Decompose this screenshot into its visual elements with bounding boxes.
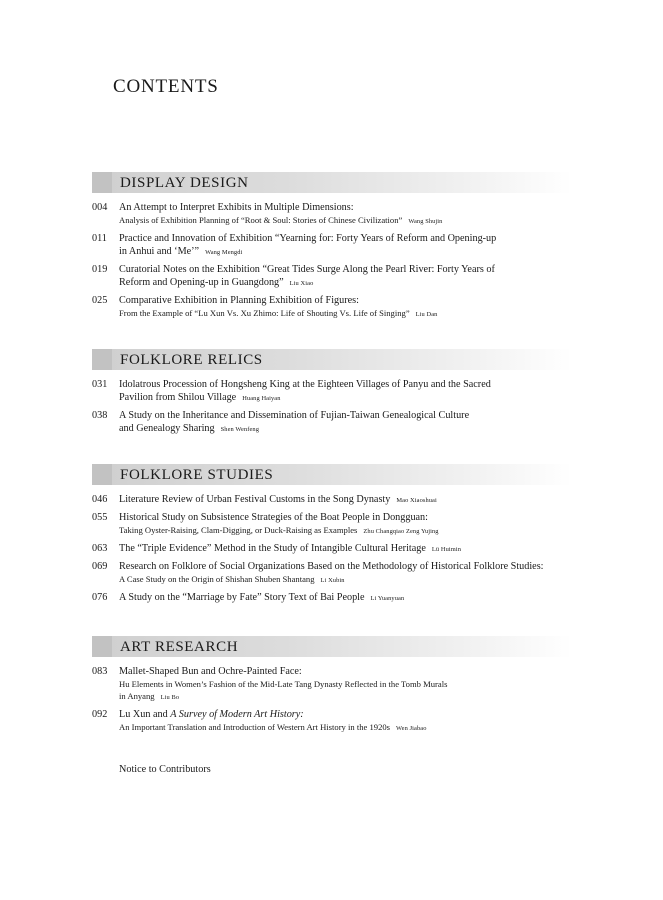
page-number: 038 bbox=[92, 410, 108, 421]
toc-entry[interactable] bbox=[92, 591, 572, 605]
toc-entry[interactable] bbox=[92, 232, 572, 259]
section bbox=[92, 464, 572, 609]
title-part: Lu Xun and bbox=[119, 709, 171, 720]
author-name: Liu Dan bbox=[415, 311, 438, 318]
entry-title-line bbox=[119, 245, 572, 259]
entry-subtitle-line bbox=[119, 524, 572, 538]
subtitle-text: From the Example of “Lu Xun Vs. Xu Zhimo: Life of Shouting Vs. Life of Singing” bbox=[119, 308, 410, 318]
title-text: Practice and Innovation of Exhibition “Yearning for: Forty Years of Reform and Opening-up bbox=[119, 233, 497, 244]
entry-title-line bbox=[119, 276, 572, 290]
entry-list bbox=[92, 665, 572, 735]
toc-entry[interactable] bbox=[92, 665, 572, 704]
entry-title-line bbox=[119, 391, 572, 405]
page-number: 083 bbox=[92, 666, 108, 677]
toc-entry[interactable] bbox=[92, 511, 572, 538]
title-text: Idolatrous Procession of Hongsheng King at the Eighteen Villages of Panyu and the Sacred bbox=[119, 379, 491, 390]
subtitle-text: Hu Elements in Women’s Fashion of the Mid-Late Tang Dynasty Reflected in the Tomb Murals bbox=[119, 679, 448, 689]
entry-title-line bbox=[119, 422, 572, 436]
entry-title-line bbox=[119, 232, 572, 245]
author-name: Shen Wenfeng bbox=[220, 426, 259, 433]
author-name: Wang Shujin bbox=[408, 218, 443, 225]
title-text: Research on Folklore of Social Organizations Based on the Methodology of Historical Folklore Studies: bbox=[119, 561, 544, 572]
subtitle-text: Analysis of Exhibition Planning of “Root & Soul: Stories of Chinese Civilization” bbox=[119, 215, 403, 225]
page-number: 046 bbox=[92, 494, 108, 505]
toc-entry[interactable] bbox=[92, 493, 572, 507]
notice-to-contributors: Notice to Contributors bbox=[119, 764, 211, 775]
page-number: 019 bbox=[92, 264, 108, 275]
title-text: Literature Review of Urban Festival Customs in the Song Dynasty bbox=[119, 494, 391, 505]
title-text: The “Triple Evidence” Method in the Study of Intangible Cultural Heritage bbox=[119, 543, 426, 554]
subtitle-text: Taking Oyster-Raising, Clam-Digging, or Duck-Raising as Examples bbox=[119, 525, 358, 535]
title-text: A Study on the “Marriage by Fate” Story Text of Bai People bbox=[119, 592, 365, 603]
title-text: Reform and Opening-up in Guangdong” bbox=[119, 277, 284, 288]
section-heading: DISPLAY DESIGN bbox=[120, 175, 249, 191]
author-name: Zhu Changqiao Zeng Yujing bbox=[363, 528, 439, 535]
author-name: Li Xubin bbox=[320, 577, 345, 584]
page-number: 063 bbox=[92, 543, 108, 554]
page-title: CONTENTS bbox=[113, 76, 219, 97]
toc-entry[interactable] bbox=[92, 409, 572, 436]
entry-title-line bbox=[119, 542, 572, 556]
toc-entry[interactable] bbox=[92, 263, 572, 290]
author-name: Mao Xiaoshuai bbox=[396, 497, 437, 504]
entry-subtitle-line bbox=[119, 573, 572, 587]
author-name: Liu Xiao bbox=[289, 280, 314, 287]
title-text: Curatorial Notes on the Exhibition “Great Tides Surge Along the Pearl River: Forty Years of bbox=[119, 264, 495, 275]
section bbox=[92, 349, 572, 440]
section-heading-bar bbox=[92, 636, 572, 657]
author-name: Li Yuanyuan bbox=[370, 595, 405, 602]
subtitle-text: A Case Study on the Origin of Shishan Shuben Shantang bbox=[119, 574, 315, 584]
page-number: 069 bbox=[92, 561, 108, 572]
title-text: A Study on the Inheritance and Dissemination of Fujian-Taiwan Genealogical Culture bbox=[119, 410, 470, 421]
section bbox=[92, 636, 572, 739]
toc-entry[interactable] bbox=[92, 201, 572, 228]
entry-subtitle-line bbox=[119, 690, 572, 704]
entry-title-line bbox=[119, 493, 572, 507]
author-name: Lü Huimin bbox=[431, 546, 461, 553]
section-heading: FOLKLORE STUDIES bbox=[120, 467, 274, 483]
subtitle-text: An Important Translation and Introduction of Western Art History in the 1920s bbox=[119, 722, 391, 732]
page-number: 025 bbox=[92, 295, 108, 306]
page-number: 031 bbox=[92, 379, 108, 390]
subtitle-text: in Anyang bbox=[119, 691, 155, 701]
entry-title-line bbox=[119, 201, 572, 214]
author-name: Liu Bo bbox=[160, 694, 180, 701]
entry-title-line bbox=[119, 591, 572, 605]
entry-title-line bbox=[119, 511, 572, 524]
author-name: Huang Haiyan bbox=[242, 395, 281, 402]
section-heading: FOLKLORE RELICS bbox=[120, 352, 263, 368]
entry-title-line bbox=[119, 294, 572, 307]
entry-subtitle-line bbox=[119, 721, 572, 735]
section-heading-bar bbox=[92, 464, 572, 485]
page-number: 004 bbox=[92, 202, 108, 213]
page-number: 092 bbox=[92, 709, 108, 720]
entry-list bbox=[92, 378, 572, 436]
toc-entry[interactable] bbox=[92, 708, 572, 735]
toc-entry[interactable] bbox=[92, 378, 572, 405]
entry-list bbox=[92, 493, 572, 605]
entry-subtitle-line bbox=[119, 678, 572, 690]
entry-title-line bbox=[119, 560, 572, 573]
title-text: in Anhui and ‘Me’” bbox=[119, 246, 200, 257]
title-text: Comparative Exhibition in Planning Exhibition of Figures: bbox=[119, 295, 359, 306]
entry-subtitle-line bbox=[119, 214, 572, 228]
section-heading-bar bbox=[92, 172, 572, 193]
title-text: and Genealogy Sharing bbox=[119, 423, 215, 434]
entry-subtitle-line bbox=[119, 307, 572, 321]
page-number: 011 bbox=[92, 233, 107, 244]
section bbox=[92, 172, 572, 325]
entry-list bbox=[92, 201, 572, 321]
toc-entry[interactable] bbox=[92, 560, 572, 587]
title-text: An Attempt to Interpret Exhibits in Multiple Dimensions: bbox=[119, 202, 354, 213]
title-italic-part: A Survey of Modern Art History: bbox=[170, 709, 304, 720]
entry-title-line bbox=[119, 263, 572, 276]
title-text: Mallet-Shaped Bun and Ochre-Painted Face: bbox=[119, 666, 302, 677]
entry-title-line bbox=[119, 409, 572, 422]
title-text: Pavilion from Shilou Village bbox=[119, 392, 237, 403]
author-name: Wang Mengdi bbox=[205, 249, 243, 256]
toc-entry[interactable] bbox=[92, 294, 572, 321]
page-number: 076 bbox=[92, 592, 108, 603]
section-heading-bar bbox=[92, 349, 572, 370]
toc-entry[interactable] bbox=[92, 542, 572, 556]
entry-title-line bbox=[119, 665, 572, 678]
section-heading: ART RESEARCH bbox=[120, 639, 239, 655]
page-number: 055 bbox=[92, 512, 108, 523]
author-name: Wen Jiabao bbox=[396, 725, 427, 732]
entry-title-line bbox=[119, 378, 572, 391]
title-text: Historical Study on Subsistence Strategies of the Boat People in Dongguan: bbox=[119, 512, 428, 523]
entry-title-line bbox=[119, 708, 572, 721]
